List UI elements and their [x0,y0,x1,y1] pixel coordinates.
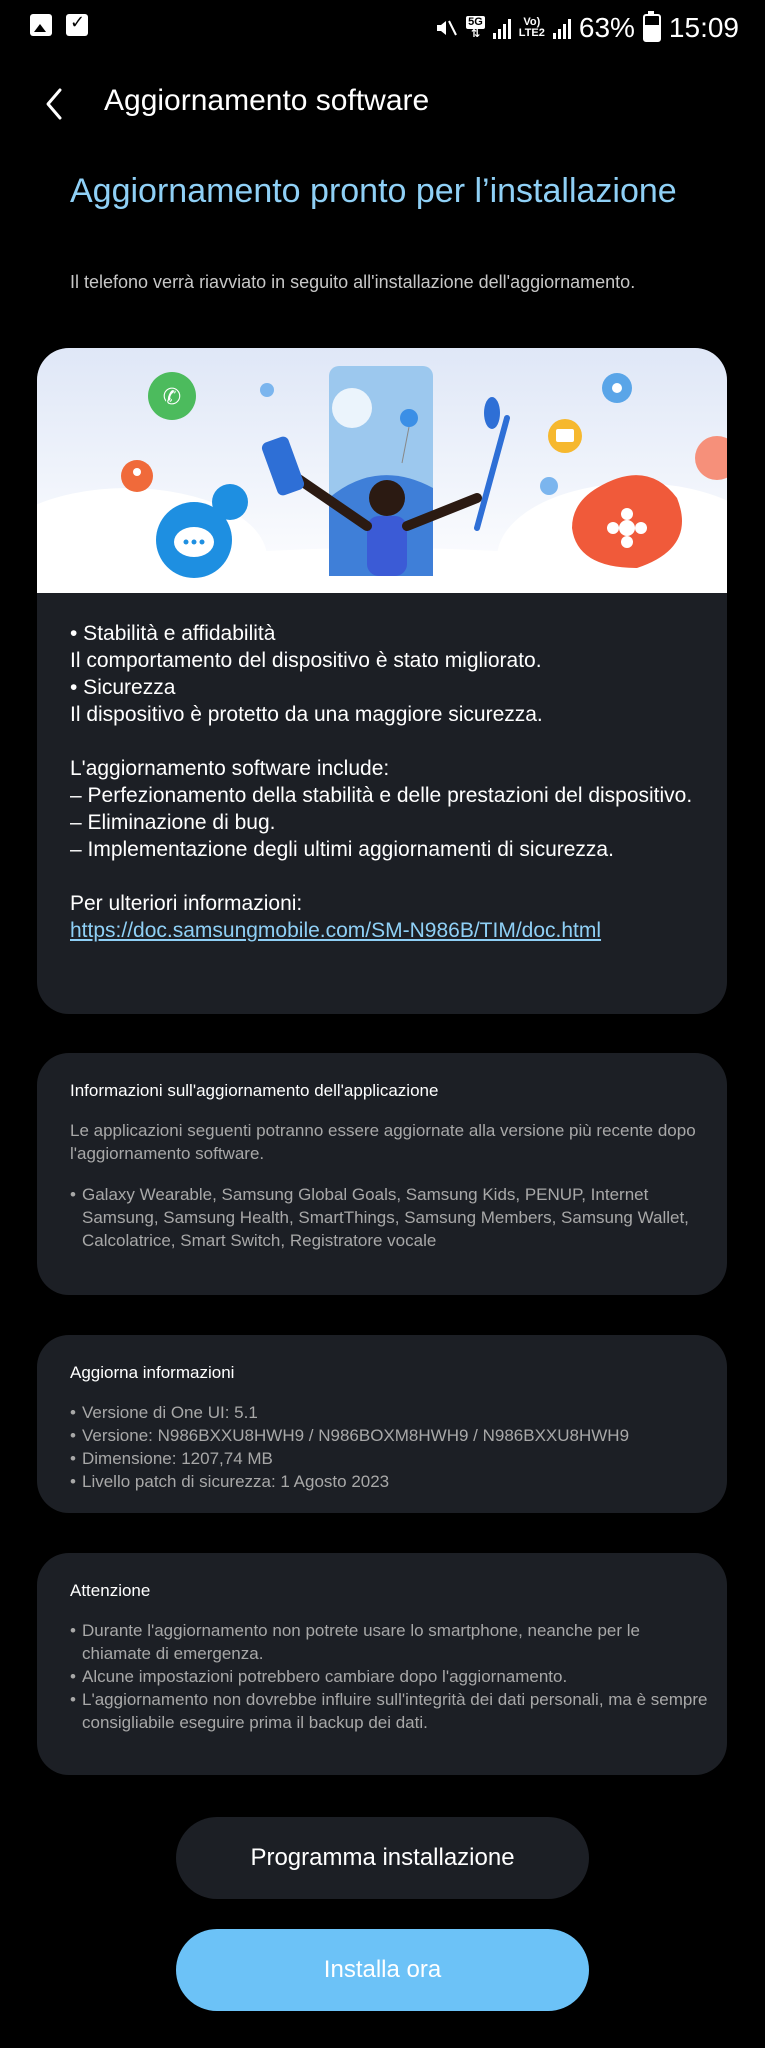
clock: 15:09 [668,12,739,43]
warning-item: • Durante l'aggiornamento non potrete usare lo smartphone, neanche per le chiamate di emergenza. [70,1619,710,1665]
status-bar-notifications [30,14,88,36]
checkbox-icon [66,14,88,36]
gallery-icon [30,14,52,36]
status-bar [0,0,765,60]
signal-icon-secondary [553,17,571,39]
info-item-security-patch: • Livello patch di sicurezza: 1 Agosto 2023 [70,1470,710,1493]
person-icon [121,460,153,492]
battery-fill [645,25,659,40]
status-bar-system [434,12,739,44]
includes-heading: L'aggiornamento software include: [70,757,390,780]
note-security-text: Il dispositivo è protetto da una maggiore sicurezza. [70,703,543,726]
warning-item: • L'aggiornamento non dovrebbe influire sull'integrità dei dati personali, ma è sempre consigliabile eseguire prima il backup dei dati. [70,1688,710,1734]
update-illustration [37,348,727,593]
volte-label: Vo) [523,16,541,28]
page-title: Aggiornamento software [104,84,430,117]
schedule-install-button[interactable]: Programma installazione [176,1817,589,1899]
battery-icon [643,14,661,42]
warning-item: • Alcune impostazioni potrebbero cambiare dopo l'aggiornamento. [70,1665,710,1688]
note-stability-text: Il comportamento del dispositivo è stato migliorato. [70,649,542,672]
svg-text:✆: ✆ [162,385,182,410]
spacer [70,863,710,890]
update-info-title: Aggiorna informazioni [70,1363,235,1382]
network-5g-label: 5G [468,16,483,28]
folder-icon [548,419,582,453]
more-info-label: Per ulteriori informazioni: [70,892,303,915]
update-info-card [37,1335,727,1513]
note-stability-title: • Stabilità e affidabilità [70,622,276,645]
warning-title: Attenzione [70,1581,151,1600]
warning-card [37,1553,727,1775]
app-update-info-description: Le applicazioni seguenti potranno essere aggiornate alla versione più recente dopo l'aggiornamento software. [70,1121,696,1163]
phone-call-icon [148,372,196,420]
info-item-version: • Versione: N986BXXU8HWH9 / N986BOXM8HWH9 / N986BXXU8HWH9 [70,1424,710,1447]
release-notes [70,620,710,944]
battery-percentage: 63% [578,12,635,43]
lte-label: LTE2 [518,27,545,39]
app-header [0,70,765,140]
release-notes-card [37,348,727,1014]
spacer [70,728,710,755]
include-item: – Eliminazione di bug. [70,811,276,834]
update-ready-title: Aggiornamento pronto per l’installazione [70,172,677,210]
volte-indicator [519,17,545,39]
info-item-size: • Dimensione: 1207,74 MB [70,1447,710,1470]
network-5g-indicator [466,16,485,40]
app-update-info-card [37,1053,727,1295]
info-item-one-ui-version: • Versione di One UI: 5.1 [70,1401,710,1424]
include-item: – Implementazione degli ultimi aggiornamenti di sicurezza. [70,838,614,861]
app-update-info-title: Informazioni sull'aggiornamento dell'applicazione [70,1081,439,1100]
note-security-title: • Sicurezza [70,676,176,699]
back-icon[interactable] [36,84,76,124]
install-now-button[interactable]: Installa ora [176,1929,589,2011]
signal-icon [493,17,511,39]
update-ready-subtitle: Il telefono verrà riavviato in seguito all'installazione dell'aggiornamento. [70,272,636,292]
include-item: – Perfezionamento della stabilità e delle prestazioni del dispositivo. [70,784,693,807]
more-info-link[interactable]: https://doc.samsungmobile.com/SM-N986B/TIM/doc.html [70,919,602,942]
mute-icon [434,16,458,40]
app-update-list: • Galaxy Wearable, Samsung Global Goals, Samsung Kids, PENUP, Internet Samsung, Samsung Health, SmartThings, Samsung Members, Samsung Wallet, Calcolatrice, Smart Switch, Registratore vocale [70,1183,710,1252]
settings-icon [602,373,632,403]
data-arrows: ⇅ [470,28,481,40]
